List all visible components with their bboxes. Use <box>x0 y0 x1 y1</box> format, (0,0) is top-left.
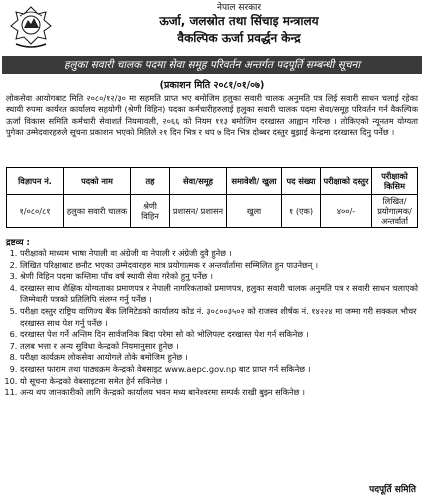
cell-post: हलुका सवारी चालक <box>64 195 131 228</box>
list-item: 9. दरखास्त फाराम तथा पाठ्यक्रम केन्द्रको वेबसाइट www.aepc.gov.np बाट प्राप्त गर्न सकिनेछ । <box>20 364 420 376</box>
list-item: 5. परीक्षा दस्तुर राष्ट्रिय वाणिज्य बैंक लिमिटेडको कार्यालय कोड नं. ३०८००३५०२ को राजस्व शीर्षक नं. १४२२४ मा जम्मा गरी सक्कल भौचर दरखास्त साथ पेश गर्नु पर्नेछ । <box>20 306 420 329</box>
col-header-posts: पद संख्या <box>282 168 321 195</box>
signature-committee: पदपूर्ति समिति <box>369 485 416 495</box>
list-item: 10. यो सूचना केन्द्रको वेबसाइटमा समेत हेर्न सकिनेछ । <box>20 376 420 388</box>
vacancy-table <box>6 167 418 228</box>
cell-exam-type: लिखित/प्रयोगात्मक/ अन्तर्वार्ता <box>372 195 418 228</box>
list-item: 8. परीक्षा कार्यक्रम लोकसेवा आयोगले तोके बमोजिम हुनेछ । <box>20 352 420 364</box>
notes-list <box>6 248 420 399</box>
col-header-fee: परीक्षाको दस्तुर <box>321 168 372 195</box>
list-item: 3. श्रेणी विहिन पदमा कम्तिमा पाँच वर्ष स्थायी सेवा गरेको हुनु पर्नेछ । <box>20 271 420 283</box>
cell-level: श्रेणी विहिन <box>131 195 170 228</box>
list-item: 4. दरखास्त साथ शैक्षिक योग्यताका प्रमाणपत्र र नेपाली नागरिकताको प्रमाणपत्र, हलुका सवारी चालक अनुमति पत्र र सवारी साधन चलाएको जिम्मेवारी पत्रको प्रतिलिपि संलग्न गर्नु पर्नेछ । <box>20 283 420 306</box>
notice-title: हलुका सवारी चालक पदमा सेवा समूह परिवर्तन अन्तर्गत पदपूर्ति सम्बन्धी सूचना <box>2 56 422 74</box>
nepal-government-emblem-icon <box>6 4 56 50</box>
table-header-row <box>7 168 418 195</box>
col-header-exam-type: परीक्षाको किसिम <box>372 168 418 195</box>
col-header-ad-no: विज्ञापन नं. <box>7 168 64 195</box>
cell-inclusive: खुला <box>227 195 282 228</box>
list-item: 11. अन्य थप जानकारीको लागि केन्द्रको कार्यालय भवन मध्य बानेश्वरमा सम्पर्क राखी बुझ्न सकिनेछ । <box>20 387 420 399</box>
list-item: 1. परीक्षाको माध्यम भाषा नेपाली वा अंग्रेजी वा नेपाली र अंग्रेजी दुवै हुनेछ । <box>20 248 420 260</box>
intro-paragraph: लोकसेवा आयोगबाट मिति २०८०/१२/३० मा सहमति प्राप्त भए बमोजिम हलुका सवारी चालक अनुमति पत्र लिई सवारी साधन चलाई रहेका स्थायी रुपमा कार्यरत कार्यालय सहयोगी (श्रेणी विहिन) पदका कर्मचारीहरुलाई हलुका सवारी चालक पदमा सेवा/समूह परिवर्तन गर्न वैकल्पिक ऊर्जा विकास समिति कर्मचारी सेवाशर्त नियमावली, २०६६ को नियम ११३ बमोजिम दरखास्त आह्वान गरिन्छ । तोकिएको न्यूनतम योग्यता पुगेका उम्मेदवारहरुले सूचना प्रकाशन भएको मितिले २१ दिन भित्र र थप ७ दिन भित्र दोब्बर दस्तुर बुझाई केन्द्रमा दरखास्त दिनु पर्नेछ । <box>6 93 418 138</box>
cell-service: प्रशासन/ प्रशासन <box>170 195 227 228</box>
col-header-service: सेवा/समूह <box>170 168 227 195</box>
header-office: वैकल्पिक ऊर्जा प्रवर्द्धन केन्द्र <box>177 31 301 45</box>
publish-date: (प्रकाशन मिति २०८१/०१/०७) <box>159 80 265 91</box>
cell-fee: ४००/- <box>321 195 372 228</box>
col-header-level: तह <box>131 168 170 195</box>
notes-heading: द्रष्टव्य : <box>6 238 30 248</box>
list-item: 2. लिखित परिक्षाबाट छनौट भएका उम्मेदवारहरु मात्र प्रयोगात्मक र अन्तर्वार्तामा सम्मिलित हुन पाउनेछन् । <box>20 260 420 272</box>
header-government: नेपाल सरकार <box>216 3 262 13</box>
col-header-inclusive: समावेशी/ खुला <box>227 168 282 195</box>
list-item: 6. दरखास्त पेश गर्ने अन्तिम दिन सार्वजनिक बिदा परेमा सो को भोलिपल्ट दरखास्त पेश गर्न सकिनेछ । <box>20 329 420 341</box>
cell-posts: १ (एक) <box>282 195 321 228</box>
header-ministry: ऊर्जा, जलस्रोत तथा सिंचाइ मन्त्रालय <box>159 14 319 28</box>
table-row <box>7 195 418 228</box>
col-header-post: पदको नाम <box>64 168 131 195</box>
list-item: 7. तलब भत्ता र अन्य सुविधा केन्द्रको नियमानुसार हुनेछ । <box>20 341 420 353</box>
cell-ad-no: १/०८०/८१ <box>7 195 64 228</box>
